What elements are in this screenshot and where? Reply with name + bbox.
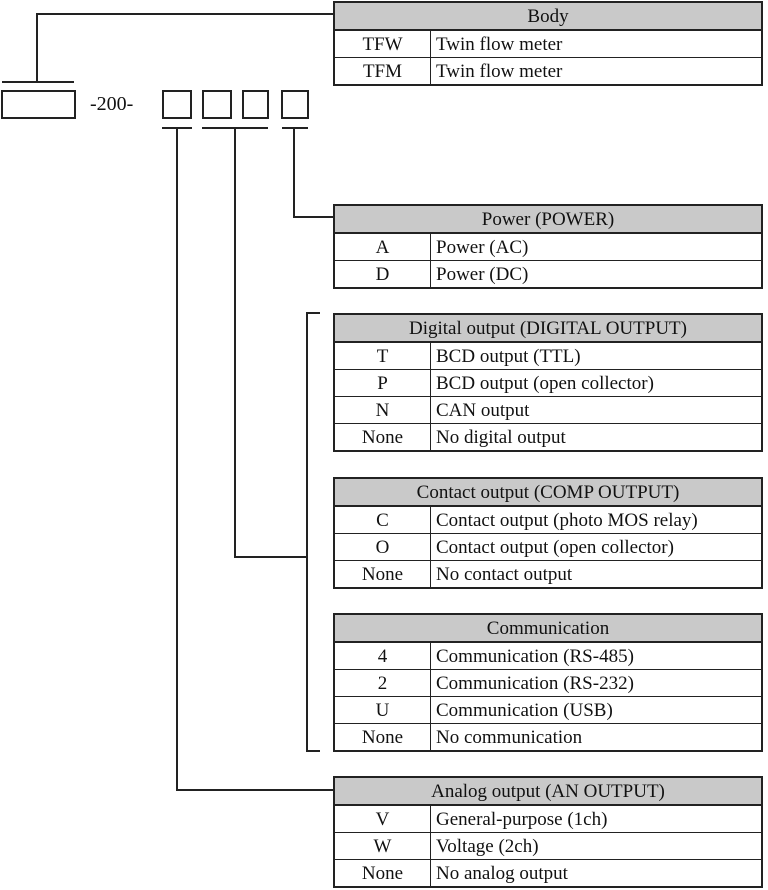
option-code: D	[334, 261, 431, 289]
table-title: Contact output (COMP OUTPUT)	[334, 478, 762, 506]
option-code: W	[334, 833, 431, 860]
contact-output-table	[333, 477, 763, 589]
table-row	[334, 506, 762, 534]
option-desc: Twin flow meter	[431, 30, 763, 58]
power-connector	[294, 128, 333, 217]
option-desc: BCD output (TTL)	[431, 342, 763, 370]
option-desc: No analog output	[431, 860, 763, 888]
option-desc: Twin flow meter	[431, 58, 763, 86]
table-title: Analog output (AN OUTPUT)	[334, 777, 762, 805]
option-code: None	[334, 561, 431, 589]
option-code: TFW	[334, 30, 431, 58]
option-desc: Communication (RS-232)	[431, 670, 763, 697]
option-code: P	[334, 370, 431, 397]
option-desc: No digital output	[431, 424, 763, 452]
body-table	[333, 1, 763, 86]
option-code: A	[334, 233, 431, 261]
option-code: TFM	[334, 58, 431, 86]
option-desc: Power (AC)	[431, 233, 763, 261]
option-code: C	[334, 506, 431, 534]
model-separator: -200-	[90, 93, 134, 115]
option-code: None	[334, 424, 431, 452]
option-code: 4	[334, 642, 431, 670]
table-row	[334, 561, 762, 589]
table-row	[334, 670, 762, 697]
option-desc: No contact output	[431, 561, 763, 589]
option-code: U	[334, 697, 431, 724]
option-desc: Contact output (photo MOS relay)	[431, 506, 763, 534]
slot-box-3	[242, 90, 269, 119]
option-code: None	[334, 724, 431, 752]
table-row	[334, 397, 762, 424]
body-code-box	[1, 90, 76, 119]
table-title: Power (POWER)	[334, 205, 762, 233]
option-code: V	[334, 805, 431, 833]
option-desc: CAN output	[431, 397, 763, 424]
option-desc: General-purpose (1ch)	[431, 805, 763, 833]
table-row	[334, 860, 762, 888]
table-row	[334, 233, 762, 261]
table-row	[334, 58, 762, 86]
power-table	[333, 204, 763, 289]
table-row	[334, 534, 762, 561]
option-code: 2	[334, 670, 431, 697]
bracket-connector	[235, 128, 307, 557]
slot-box-1	[162, 90, 192, 119]
option-code: None	[334, 860, 431, 888]
table-title: Digital output (DIGITAL OUTPUT)	[334, 314, 762, 342]
bracket	[307, 313, 320, 751]
table-row	[334, 724, 762, 752]
option-desc: Voltage (2ch)	[431, 833, 763, 860]
body-connector	[37, 14, 333, 82]
table-title: Communication	[334, 614, 762, 642]
table-row	[334, 30, 762, 58]
option-desc: Power (DC)	[431, 261, 763, 289]
option-desc: Communication (USB)	[431, 697, 763, 724]
table-row	[334, 805, 762, 833]
slot-box-4	[281, 90, 309, 119]
analog-connector	[177, 128, 333, 790]
table-title: Body	[334, 2, 762, 30]
analog-output-table	[333, 776, 763, 888]
table-row	[334, 342, 762, 370]
option-code: T	[334, 342, 431, 370]
option-desc: BCD output (open collector)	[431, 370, 763, 397]
table-row	[334, 642, 762, 670]
table-row	[334, 697, 762, 724]
option-desc: Communication (RS-485)	[431, 642, 763, 670]
option-desc: Contact output (open collector)	[431, 534, 763, 561]
table-row	[334, 833, 762, 860]
option-code: N	[334, 397, 431, 424]
option-desc: No communication	[431, 724, 763, 752]
table-row	[334, 424, 762, 452]
table-row	[334, 370, 762, 397]
option-code: O	[334, 534, 431, 561]
communication-table	[333, 613, 763, 752]
table-row	[334, 261, 762, 289]
digital-output-table	[333, 313, 763, 452]
slot-box-2	[202, 90, 232, 119]
